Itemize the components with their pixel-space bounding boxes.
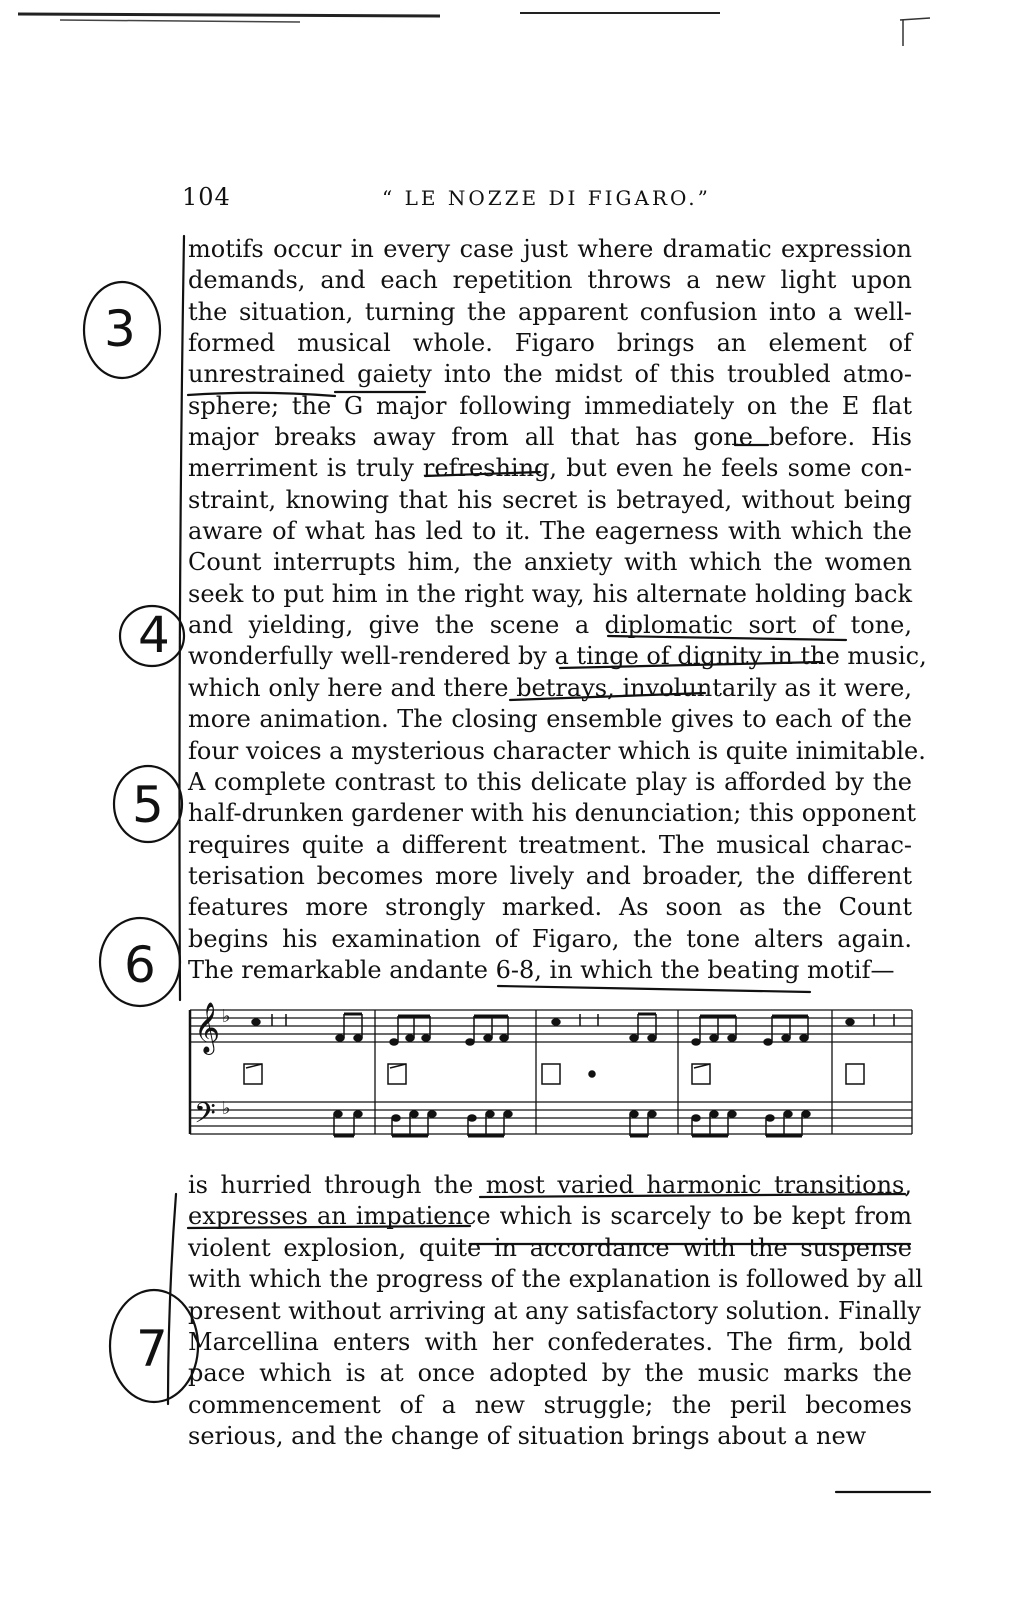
text-line: sphere; the G major following immediately on the E flat	[188, 391, 912, 420]
text-line: A complete contrast to this delicate play is afforded by the	[188, 767, 912, 796]
text-line: begins his examination of Figaro, the tone alters again.	[188, 924, 912, 953]
text-line: present without arriving at any satisfactory solution. Finally	[188, 1296, 921, 1325]
text-line: four voices a mysterious character which is quite inimitable.	[188, 736, 926, 765]
svg-text:♭: ♭	[222, 1098, 231, 1119]
text-line: motifs occur in every case just where dramatic expression	[188, 235, 912, 263]
music-score-excerpt	[182, 990, 917, 1150]
text-line: serious, and the change of situation brings about a new	[188, 1422, 867, 1451]
text-line: more animation. The closing ensemble gives to each of the	[188, 705, 912, 734]
text-line: Count interrupts him, the anxiety with which the women	[188, 548, 912, 577]
text-line: The remarkable andante 6-8, in which the beating motif—	[188, 955, 895, 984]
page-number: 104	[182, 183, 231, 211]
text-line: demands, and each repetition throws a new light upon	[188, 266, 912, 295]
text-line: expresses an impatience which is scarcely to be kept from	[188, 1202, 912, 1231]
text-line: pace which is at once adopted by the music marks the	[188, 1359, 912, 1388]
text-line: half-drunken gardener with his denunciation; this opponent	[188, 799, 917, 828]
text-line: features more strongly marked. As soon as the Count	[188, 893, 912, 922]
margin-number-5: 5	[132, 776, 164, 834]
text-line: aware of what has led to it. The eagerness with which the	[188, 517, 912, 546]
text-line: formed musical whole. Figaro brings an element of	[188, 329, 912, 358]
text-line: the situation, turning the apparent confusion into a well-	[188, 297, 912, 326]
text-line: wonderfully well-rendered by a tinge of dignity in the music,	[188, 642, 927, 671]
text-line: is hurried through the most varied harmonic transitions,	[188, 1171, 912, 1199]
text-line: terisation becomes more lively and broader, the different	[188, 861, 912, 890]
text-line: straint, knowing that his secret is betrayed, without being	[188, 485, 912, 514]
text-line: violent explosion, quite in accordance with the suspense	[188, 1233, 912, 1262]
svg-text:𝄢: 𝄢	[194, 1097, 216, 1137]
margin-number-4: 4	[138, 606, 170, 664]
text-line: seek to put him in the right way, his alternate holding back	[188, 579, 912, 608]
margin-number-6: 6	[124, 936, 156, 994]
paragraph-before-music	[188, 234, 927, 986]
text-line: unrestrained gaiety into the midst of this troubled atmo-	[188, 360, 912, 389]
text-line: with which the progress of the explanation is followed by all	[188, 1265, 923, 1294]
paragraph-after-music	[188, 1170, 923, 1453]
text-line: merriment is truly refreshing, but even he feels some con-	[188, 454, 912, 483]
scan-artifact-lines	[0, 0, 1034, 60]
text-line: and yielding, give the scene a diplomatic sort of tone,	[188, 611, 912, 640]
text-line: which only here and there betrays, involuntarily as it were,	[188, 673, 912, 702]
margin-number-3: 3	[104, 300, 136, 358]
text-line: Marcellina enters with her confederates. The firm, bold	[188, 1327, 912, 1356]
text-line: commencement of a new struggle; the peril becomes	[188, 1390, 912, 1419]
svg-text:𝄞: 𝄞	[194, 1002, 221, 1053]
text-line: major breaks away from all that has gone before. His	[188, 423, 912, 452]
circled-margin-numbers	[104, 300, 170, 1378]
svg-text:♭: ♭	[222, 1006, 231, 1027]
margin-number-7: 7	[136, 1320, 168, 1378]
running-title: “ LE NOZZE DI FIGARO.”	[382, 186, 711, 210]
text-line: requires quite a different treatment. The musical charac-	[188, 830, 912, 859]
